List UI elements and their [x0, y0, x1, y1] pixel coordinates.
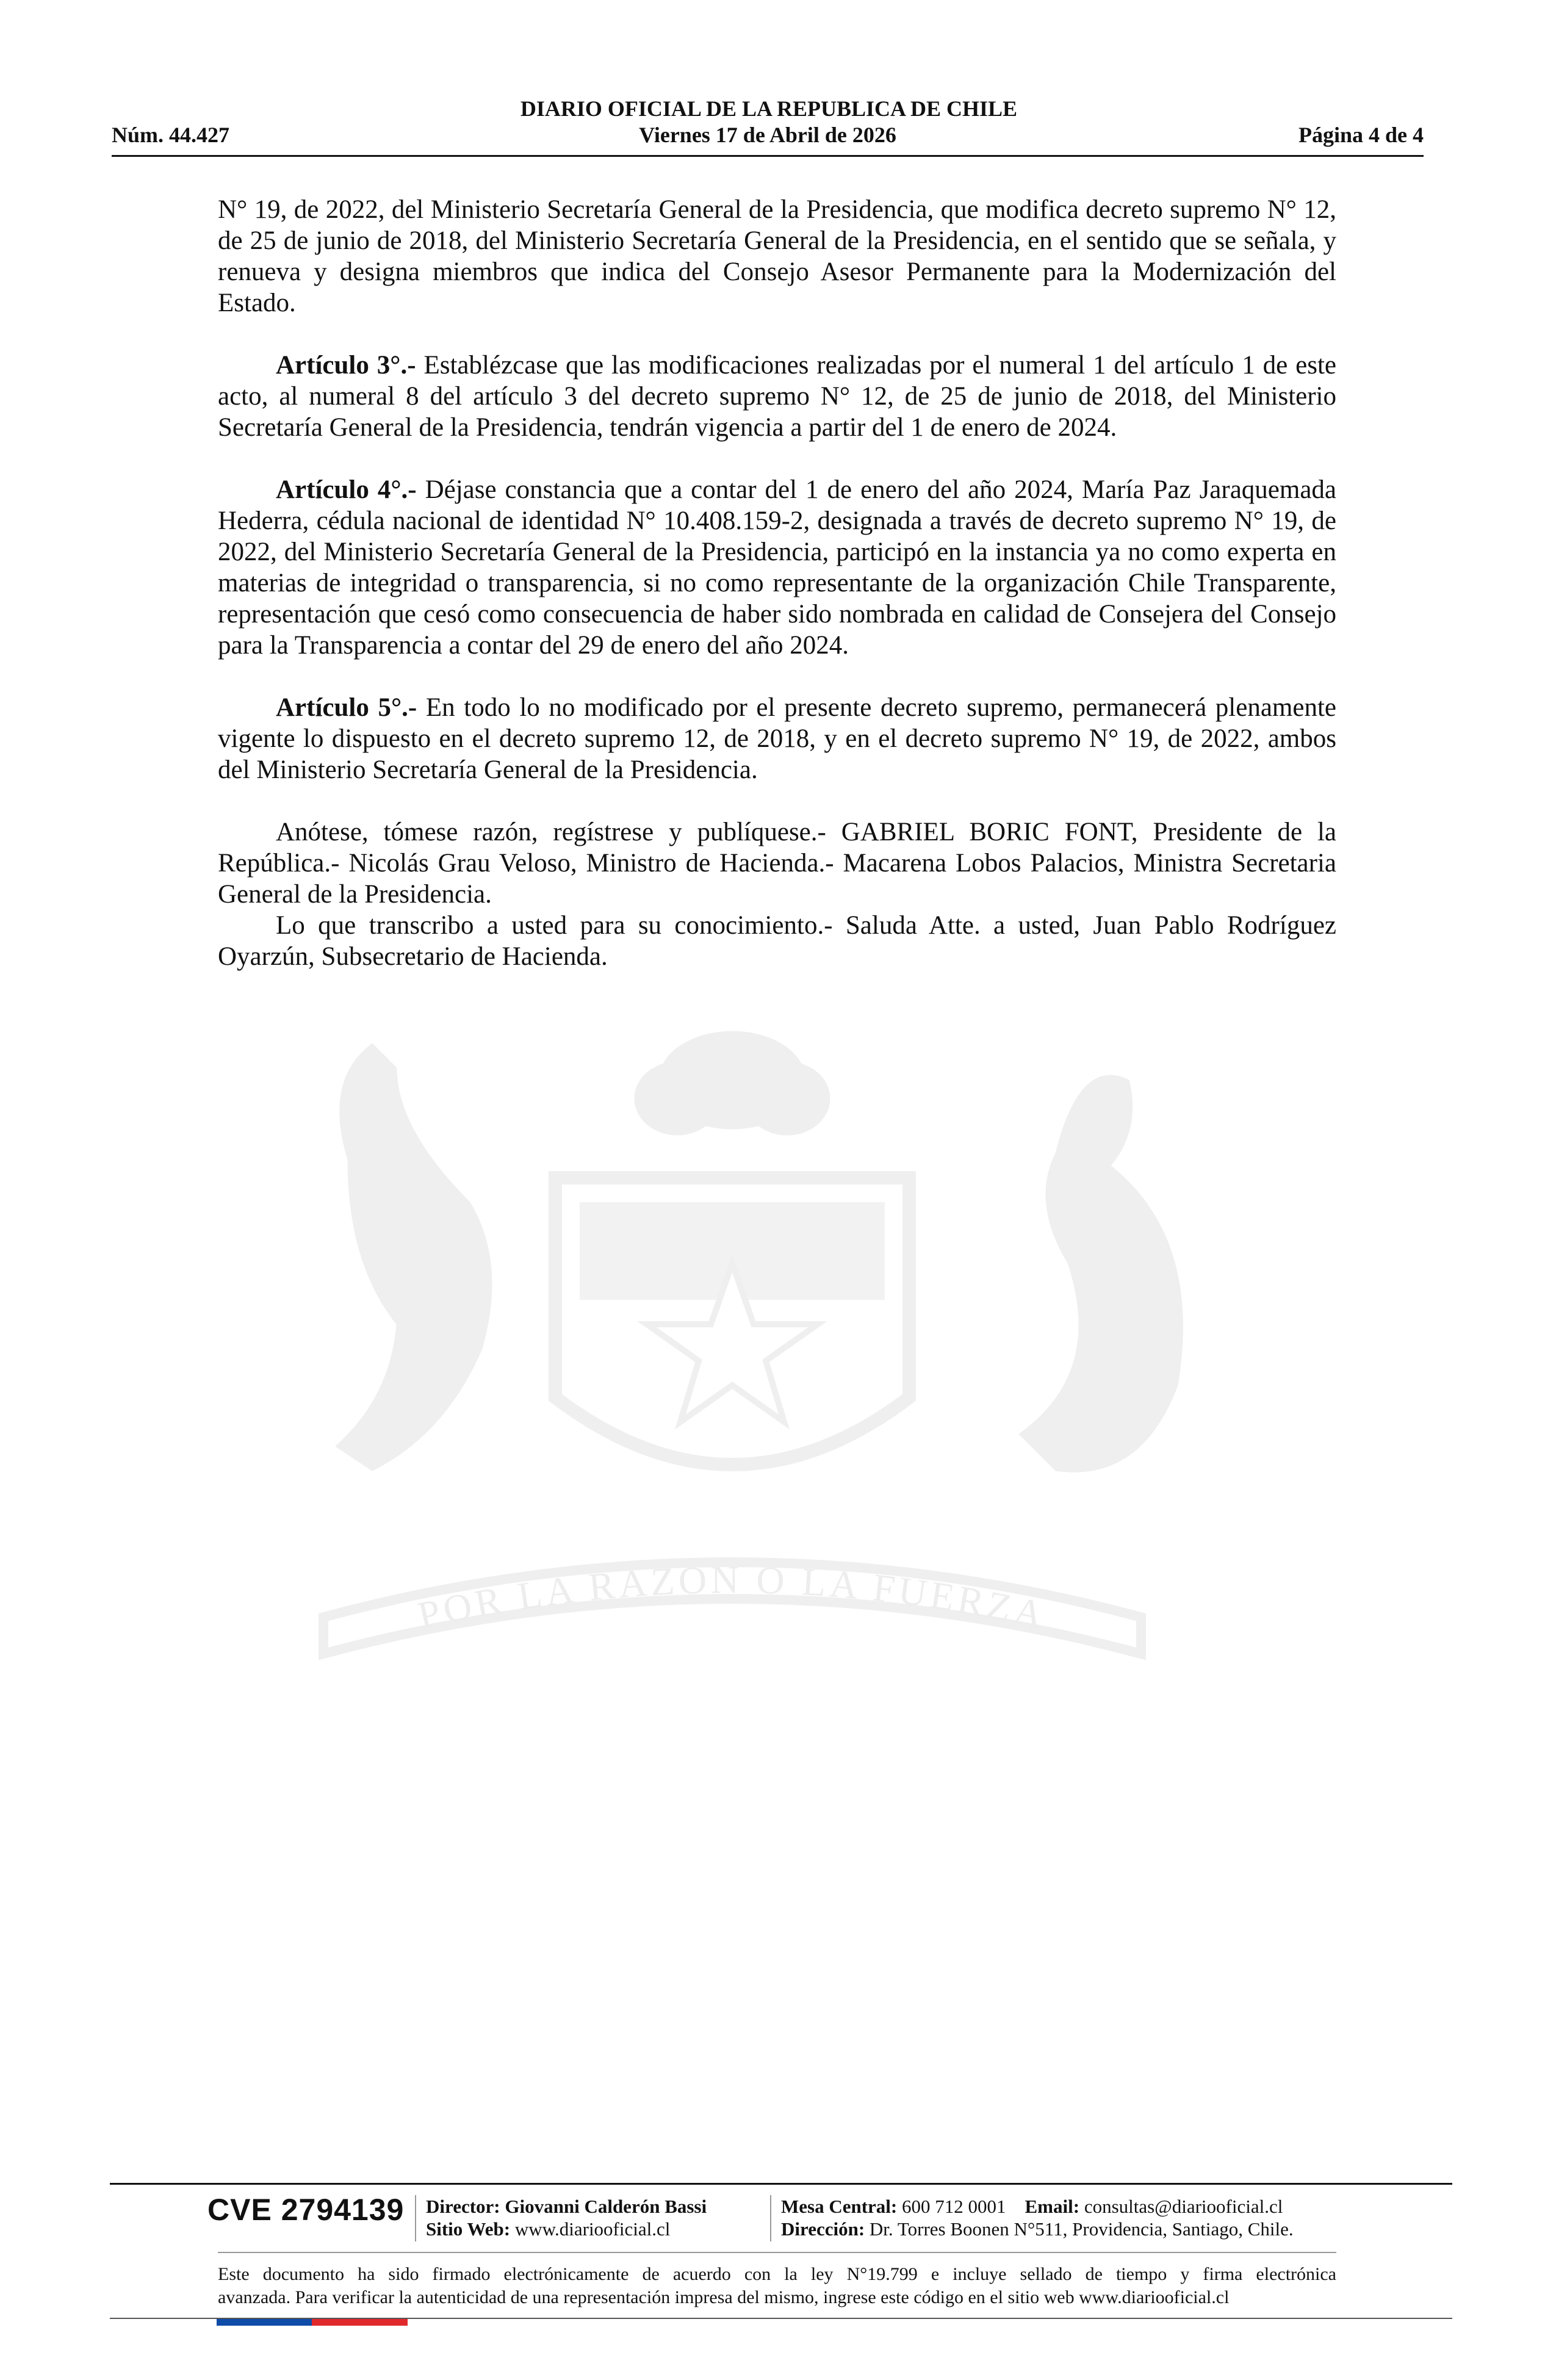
- article-3: [218, 350, 1336, 443]
- coat-of-arms-watermark-icon: [214, 1007, 1251, 1678]
- article-4-text: Déjase constancia que a contar del 1 de enero del año 2024, María Paz Jaraquemada Hederra, cédula nacional de identidad N° 10.408.159-2, designada a través de decreto supremo N° 19, de 2022, del Ministerio Secretaría General de la Presidencia, participó en la instancia ya no como experta en materias de integridad o transparencia, si no como representante de la organización Chile Transparente, representación que cesó como consecuencia de haber sido nombrada en calidad de Consejera del Consejo para la Transparencia a contar del 29 de enero del año 2024.: [218, 475, 1336, 660]
- newspaper-title: DIARIO OFICIAL DE LA REPUBLICA DE CHILE: [520, 96, 1018, 121]
- footer-director-block: [426, 2195, 707, 2240]
- closing-paragraph: Anótese, tómese razón, regístrese y publíquese.- GABRIEL BORIC FONT, Presidente de la República.- Nicolás Grau Veloso, Ministro de Hacienda.- Macarena Lobos Palacios, Ministra Secretaria General de la Presidencia.: [218, 818, 1336, 909]
- email-label: Email:: [1025, 2196, 1080, 2217]
- watermark-motto: POR LA RAZON O LA FUERZA: [414, 1557, 1051, 1638]
- director-name: Giovanni Calderón Bassi: [505, 2196, 707, 2217]
- cve-code: CVE 2794139: [207, 2193, 405, 2227]
- footer-divider-middle: [218, 2252, 1336, 2253]
- flag-stripe-blue: [217, 2319, 312, 2326]
- header-row: [112, 122, 1424, 149]
- site-link[interactable]: www.diariooficial.cl: [514, 2218, 671, 2240]
- director-label: Director:: [426, 2196, 500, 2217]
- paragraph-intro: N° 19, de 2022, del Ministerio Secretaría General de la Presidencia, que modifica decreto supremo N° 12, de 25 de junio de 2018, del Ministerio Secretaría General de la Presidencia, en el sentido que se señala, y renueva y designa miembros que indica del Consejo Asesor Permanente para la Modernización del Estado.: [218, 195, 1336, 317]
- address-value: Dr. Torres Boonen N°511, Providencia, Santiago, Chile.: [869, 2218, 1294, 2240]
- article-5: [218, 692, 1336, 785]
- flag-stripe-red: [312, 2319, 408, 2326]
- footer-separator-2: [770, 2195, 771, 2241]
- address-label: Dirección:: [781, 2218, 865, 2240]
- issue-number: Núm. 44.427: [112, 123, 230, 147]
- article-3-text: Establézcase que las modificaciones realizadas por el numeral 1 del artículo 1 de este acto, al numeral 8 del artículo 3 del decreto supremo N° 12, de 25 de junio de 2018, del Ministerio Secretaría General de la Presidencia, tendrán vigencia a partir del 1 de enero de 2024.: [218, 351, 1336, 442]
- article-3-label: Artículo 3°.-: [276, 351, 416, 380]
- issue-date: Viernes 17 de Abril de 2026: [639, 123, 896, 147]
- article-4: [218, 474, 1336, 661]
- site-label: Sitio Web:: [426, 2218, 511, 2240]
- footer-divider-top: [110, 2183, 1452, 2185]
- transcript-paragraph: Lo que transcribo a usted para su conocimiento.- Saluda Atte. a usted, Juan Pablo Rodríguez Oyarzún, Subsecretario de Hacienda.: [218, 911, 1336, 971]
- header-divider: [112, 155, 1424, 157]
- signature-note-line-1: Este documento ha sido firmado electrónicamente de acuerdo con la ley N°19.799 e incluye sellado de tiempo y firma electrónica: [218, 2264, 1336, 2284]
- article-4-label: Artículo 4°.-: [276, 475, 417, 504]
- article-5-label: Artículo 5°.-: [276, 693, 417, 722]
- page-number: Página 4 de 4: [1298, 123, 1424, 147]
- signature-note: [218, 2263, 1336, 2309]
- email-link[interactable]: consultas@diariooficial.cl: [1084, 2196, 1283, 2217]
- footer-separator-1: [415, 2195, 416, 2241]
- mesa-label: Mesa Central:: [781, 2196, 898, 2217]
- footer-contact-block: [781, 2195, 1294, 2240]
- signature-note-line-2: avanzada. Para verificar la autenticidad de una representación impresa del mismo, ingrese este código en el sitio web www.diariooficial.cl: [218, 2287, 1230, 2307]
- article-5-text: En todo lo no modificado por el presente decreto supremo, permanecerá plenamente vigente lo dispuesto en el decreto supremo 12, de 2018, y en el decreto supremo N° 19, de 2022, ambos del Ministerio Secretaría General de la Presidencia.: [218, 693, 1336, 784]
- document-body: [218, 194, 1336, 972]
- mesa-value: 600 712 0001: [902, 2196, 1006, 2217]
